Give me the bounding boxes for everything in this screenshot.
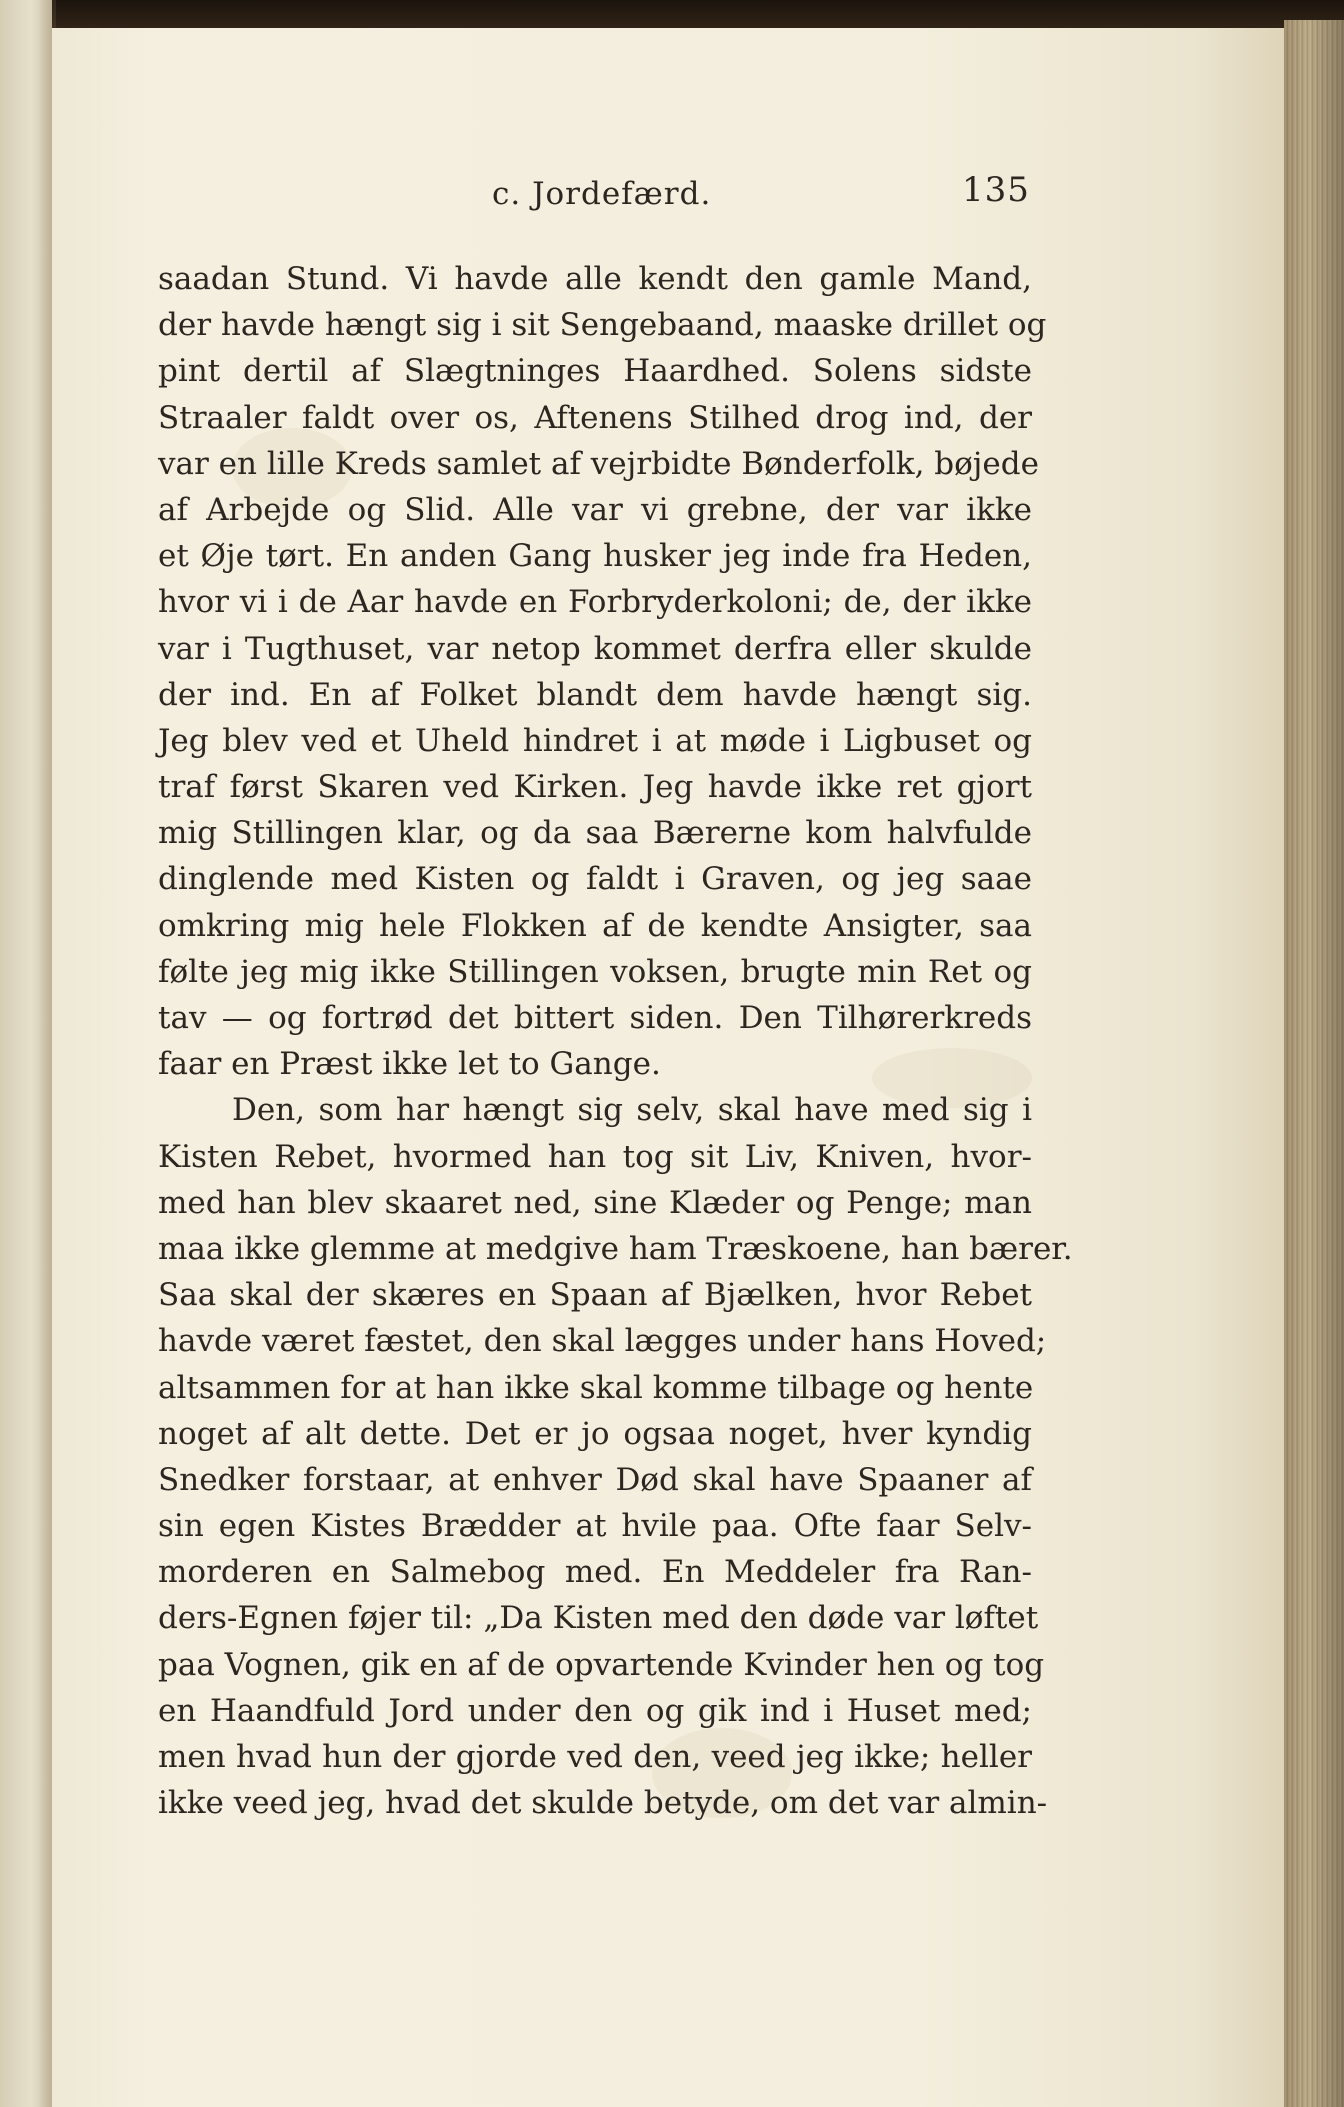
text-line: Kisten Rebet, hvormed han tog sit Liv, Kniven, hvor-: [158, 1138, 1032, 1175]
text-line: morderen en Salmebog med. En Meddeler fra Ran-: [158, 1554, 1032, 1591]
text-line: sin egen Kistes Brædder at hvile paa. Ofte faar Selv-: [158, 1508, 1032, 1545]
page-header: [0, 170, 1344, 216]
text-line: var i Tugthuset, var netop kommet derfra eller skulde: [158, 630, 1032, 667]
text-line: et Øje tørt. En anden Gang husker jeg inde fra Heden,: [158, 538, 1032, 575]
text-line: altsammen for at han ikke skal komme tilbage og hente: [158, 1369, 1034, 1406]
text-line: af Arbejde og Slid. Alle var vi grebne, der var ikke: [158, 491, 1032, 528]
text-line: maa ikke glemme at medgive ham Træskoene, han bærer.: [158, 1230, 1073, 1267]
text-line: noget af alt dette. Det er jo ogsaa noget, hver kyndig: [158, 1415, 1032, 1452]
text-line: omkring mig hele Flokken af de kendte Ansigter, saa: [158, 907, 1032, 944]
text-line: paa Vognen, gik en af de opvartende Kvinder hen og tog: [158, 1646, 1045, 1683]
paragraph-end-line: faar en Præst ikke let to Gange.: [158, 1046, 661, 1083]
page-number: 135: [962, 170, 1030, 210]
text-line: Saa skal der skæres en Spaan af Bjælken, hvor Rebet: [158, 1277, 1032, 1314]
text-line: dinglende med Kisten og faldt i Graven, og jeg saae: [158, 861, 1032, 898]
text-line: der havde hængt sig i sit Sengebaand, maaske drillet og: [158, 307, 1047, 344]
text-line: følte jeg mig ikke Stillingen voksen, brugte min Ret og: [158, 953, 1032, 990]
body-text: [158, 256, 1073, 1826]
text-line: havde været fæstet, den skal lægges under hans Hoved;: [158, 1323, 1047, 1360]
text-line: en Haandfuld Jord under den og gik ind i Huset med;: [158, 1692, 1032, 1729]
text-line: mig Stillingen klar, og da saa Bærerne kom halvfulde: [158, 815, 1032, 852]
text-line: med han blev skaaret ned, sine Klæder og Penge; man: [158, 1184, 1032, 1221]
text-line: hvor vi i de Aar havde en Forbryderkoloni; de, der ikke: [158, 584, 1032, 621]
text-line: saadan Stund. Vi havde alle kendt den gamle Mand,: [158, 261, 1032, 297]
text-line: Straaler faldt over os, Aftenens Stilhed drog ind, der: [158, 399, 1032, 436]
text-line: ders-Egnen føjer til: „Da Kisten med den døde var løftet: [158, 1600, 1039, 1637]
text-line: traf først Skaren ved Kirken. Jeg havde ikke ret gjort: [158, 769, 1032, 806]
running-head: c. Jordefærd.: [492, 176, 712, 212]
paragraph-start-line: Den, som har hængt sig selv, skal have med sig i: [232, 1092, 1032, 1129]
text-line: Jeg blev ved et Uheld hindret i at møde i Ligbuset og: [158, 722, 1032, 759]
text-line: der ind. En af Folket blandt dem havde hængt sig.: [158, 676, 1032, 713]
text-line: men hvad hun der gjorde ved den, veed jeg ikke; heller: [158, 1739, 1032, 1775]
text-line: var en lille Kreds samlet af vejrbidte Bønderfolk, bøjede: [158, 445, 1039, 482]
text-line: pint dertil af Slægtninges Haardhed. Solens sidste: [158, 353, 1032, 390]
text-line: Snedker forstaar, at enhver Død skal have Spaaner af: [158, 1461, 1032, 1498]
page-edge-shadow: [1284, 20, 1344, 2107]
text-line: tav — og fortrød det bittert siden. Den Tilhørerkreds: [158, 1000, 1032, 1036]
text-line: ikke veed jeg, hvad det skulde betyde, om det var almin-: [158, 1785, 1048, 1822]
